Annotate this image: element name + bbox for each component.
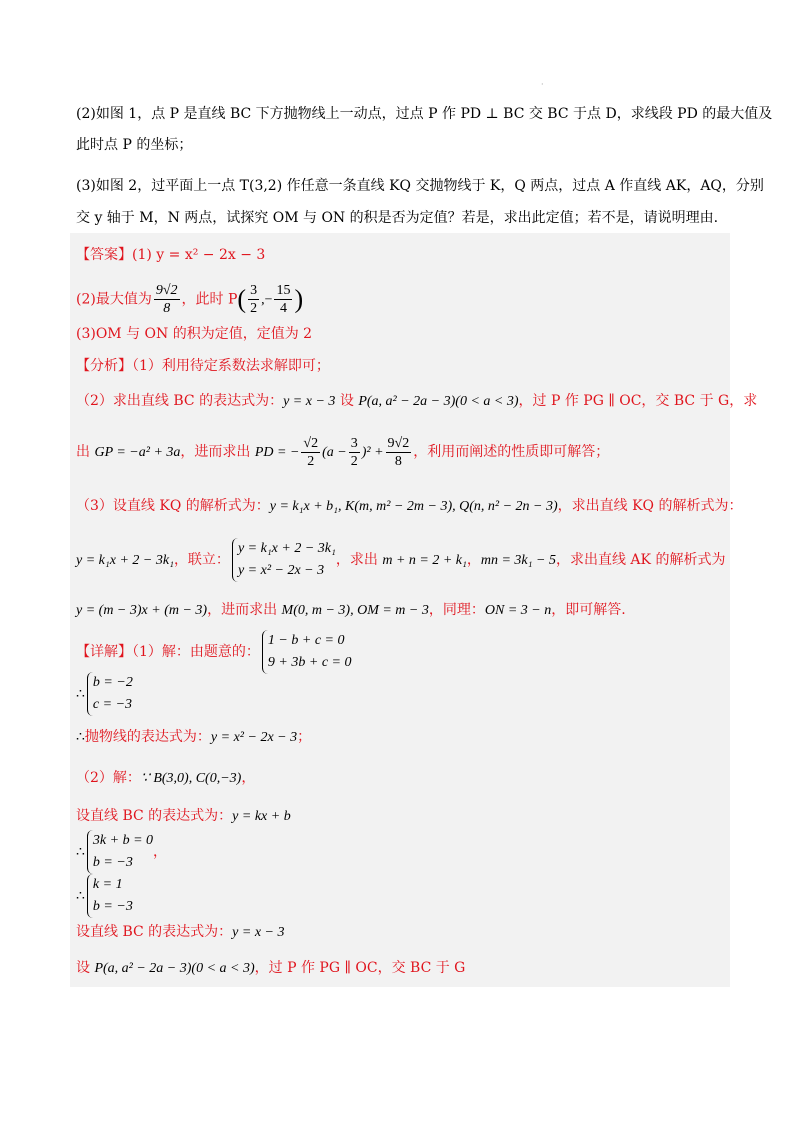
three-halves-fraction [349,435,360,470]
detail-3-pre: 抛物线的表达式为： [84,729,211,745]
separator: ， [466,552,481,568]
detail-5-pre: 设直线 BC 的表达式为： [76,808,233,824]
analysis-4 [76,496,742,517]
analysis-1-text: （1）利用待定系数法求解即可； [132,358,330,374]
analysis-3-mid: ，进而求出 [180,444,255,460]
p-x-fraction [248,282,259,317]
analysis-5-mid2: ，求出 [335,552,383,568]
max-value-fraction [154,282,180,317]
detail-4-post: ， [241,770,256,786]
system-row: y = x² − 2x − 3 [237,563,325,578]
point-p-expression: P(a, a² − 2a − 3)(0 < a < 3) [358,394,519,409]
analysis-6-mid: ，进而求出 [207,602,282,618]
detail-3 [76,727,311,748]
ak-equation: y = (m − 3)x + (m − 3) [76,603,208,618]
detail-1-pre: （1）解：由题意的： [132,644,260,660]
detail-9-pre: 设 [76,960,95,976]
answer-2 [76,282,303,318]
kq-resolved-equation: y = k₁x + 2 − 3k₁ [76,553,174,568]
detail-6 [76,830,167,875]
points-bc: ∵ B(3,0), C(0,−3) [140,771,242,786]
detail-2 [76,672,133,717]
detail-9-post: ，过 P 作 PG ∥ OC，交 BC 于 G [254,960,466,976]
bc-final-equation: y = x − 3 [232,925,285,940]
therefore-symbol: ∴ [76,687,85,702]
question-2-line-1: (2)如图 1，点 P 是直线 BC 下方抛物线上一动点，过点 P 作 PD ⊥ BC 交 BC 于点 D，求线段 PD 的最大值及 [76,106,773,122]
decorative-dot: · [541,80,544,89]
detail-8-pre: 设直线 BC 的表达式为： [76,924,233,940]
analysis-2-mid: 设 [335,393,359,409]
answer-2-pre: (2)最大值为 [76,291,152,308]
analysis-3-post: ，利用而阐述的性质即可解答； [413,444,610,460]
analysis-6-post: ，即可解答. [551,602,626,618]
detail-8 [76,922,285,943]
system-row: y = k₁x + 2 − 3k₁ [237,541,336,556]
answer-3: (3)OM 与 ON 的积为定值，定值为 2 [76,326,313,342]
answer-1 [76,245,265,265]
point-p-expression: P(a, a² − 2a − 3)(0 < a < 3) [94,961,255,976]
analysis-6 [76,600,626,621]
sum-roots-equation: m + n = 2 + k₁ [382,553,467,568]
question-3-line-1: (3)如图 2，过平面上一点 T(3,2) 作任意一条直线 KQ 交抛物线于 K，Q 两点，过点 A 作直线 AK，AQ，分别 [76,178,764,194]
analysis-1 [76,356,330,376]
simultaneous-system [232,538,336,582]
fraction-denominator: 8 [394,453,402,469]
fraction-denominator: 2 [307,453,315,469]
system-row: 9 + 3b + c = 0 [267,655,352,670]
solution-system [87,672,133,716]
answer-tag: 【答案】 [76,247,132,263]
bc-equation: y = x − 3 [283,394,336,409]
right-paren: ) [294,284,304,314]
kb-solution-system [87,874,133,918]
analysis-3-pre: 出 [76,444,95,460]
analysis-3 [76,434,609,471]
fraction-denominator: 2 [250,301,258,316]
analysis-4-pre: （3）设直线 KQ 的解析式为： [76,498,270,514]
therefore-symbol: ∴ [76,845,85,860]
question-2-line-2: 此时点 P 的坐标； [76,137,193,153]
coefficient-system [262,630,352,674]
detail-5 [76,806,291,827]
fraction-denominator: 2 [350,453,358,469]
bc-general-equation: y = kx + b [232,809,291,824]
analysis-tag: 【分析】 [76,358,132,374]
system-row: c = −3 [92,697,133,712]
on-expression: ON = 3 − n [484,603,552,618]
nine-sqrt2-over-8-fraction [386,435,412,470]
gp-equation: GP = −a² + 3a [94,445,181,460]
therefore-symbol: ∴ [76,889,85,904]
question-3-line-2: 交 y 轴于 M，N 两点，试探究 OM 与 ON 的积是否为定值？若是，求出此定值；若不是，请说明理由. [76,210,719,226]
system-row: 3k + b = 0 [92,833,154,848]
fraction-denominator: 8 [163,301,171,316]
parabola-equation: y = x² − 2x − 3 [210,730,298,745]
sqrt2-over-2-fraction [301,435,320,470]
p-y-fraction [274,282,292,317]
analysis-2-post: ，过 P 作 PG ∥ OC，交 BC 于 G，求 [518,393,758,409]
fraction-numerator: 3 [250,283,258,298]
system-row: 1 − b + c = 0 [267,633,345,648]
fraction-numerator: 3 [350,435,358,451]
detail-tag: 【详解】 [76,644,132,660]
analysis-5-post: ，求出直线 AK 的解析式为 [555,552,726,568]
detail-7 [76,874,133,919]
analysis-2 [76,391,757,412]
fraction-numerator: √2 [303,435,319,451]
detail-4-pre: （2）解： [76,770,141,786]
fraction-denominator: 4 [279,301,287,316]
comma-minus: ,− [261,292,273,308]
fraction-numerator: 9√2 [387,435,410,451]
detail-3-post: ； [297,729,312,745]
detail-6-post: ， [153,844,168,860]
product-roots-equation: mn = 3k₁ − 5 [480,553,556,568]
analysis-4-post: ，求出直线 KQ 的解析式为： [557,498,743,514]
pd-equation-start: PD = − [254,445,300,460]
pd-equation-squared: )² + [361,445,384,460]
om-expression: M(0, m − 3), OM = m − 3 [281,603,429,618]
detail-9 [76,958,465,979]
system-row: k = 1 [92,877,123,892]
analysis-5-mid: ，联立： [173,552,230,568]
bc-system [87,830,153,874]
answer-2-mid: ，此时 P [181,291,238,308]
system-row: b = −3 [92,899,133,914]
system-row: b = −3 [92,855,133,870]
detail-1 [76,630,351,674]
answer-1-text: (1) y = x² − 2x − 3 [132,247,266,263]
fraction-numerator: 15 [276,283,291,298]
fraction-numerator: 9√2 [155,283,178,298]
analysis-5 [76,538,725,583]
system-row: b = −2 [92,675,133,690]
pd-equation-mid: (a − [322,445,347,460]
analysis-2-pre: （2）求出直线 BC 的表达式为： [76,393,284,409]
left-paren: ( [237,284,247,314]
kq-equation: y = k₁x + b₁, K(m, m² − 2m − 3), Q(n, n² − 2n − 3) [269,499,558,514]
therefore-symbol: ∴ [76,730,85,745]
detail-4 [76,768,255,789]
analysis-6-mid2: ，同理： [428,602,485,618]
